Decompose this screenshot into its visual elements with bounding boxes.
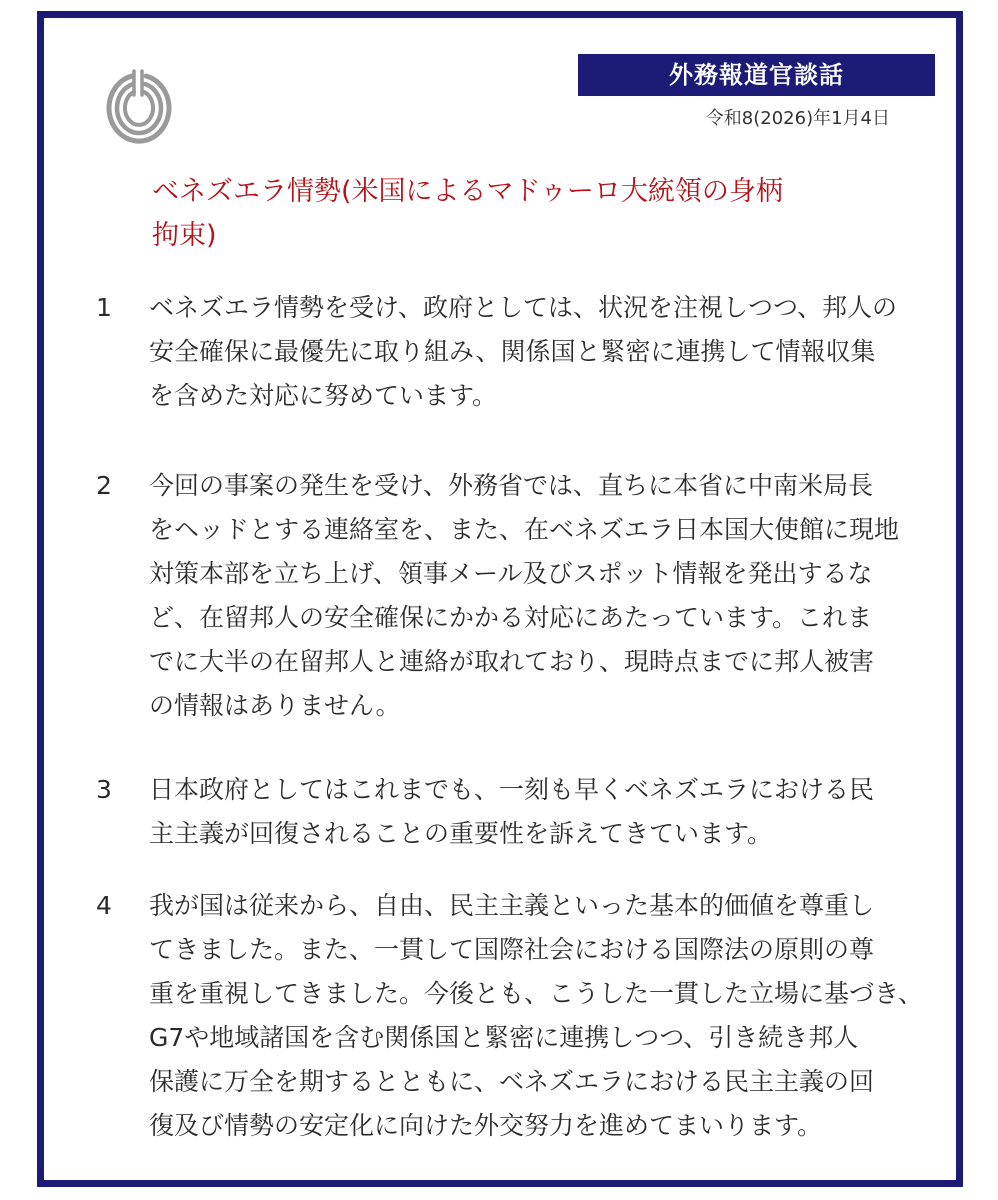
item-number: 4 (96, 891, 112, 920)
item-number: 1 (96, 293, 112, 322)
title-line: 拘束) (152, 220, 217, 251)
item-line: 安全確保に最優先に取り組み、関係国と緊密に連携して情報収集 (149, 337, 876, 366)
title-line: ベネズエラ情勢(米国によるマドゥーロ大統領の身柄 (152, 176, 783, 207)
item-line: ベネズエラ情勢を受け、政府としては、状況を注視しつつ、邦人の (149, 293, 898, 322)
item-line: 我が国は従来から、自由、民主主義といった基本的価値を尊重し (149, 891, 875, 920)
item-text (149, 286, 927, 418)
item-line: 主主義が回復されることの重要性を訴えてきています。 (149, 819, 773, 848)
item-line: を含めた対応に努めています。 (149, 381, 498, 410)
item-line: ど、在留邦人の安全確保にかかる対応にあたっています。これま (149, 603, 873, 632)
item-line: 対策本部を立ち上げ、領事メール及びスポット情報を発出するな (149, 559, 873, 588)
item-line: G7や地域諸国を含む関係国と緊密に連携しつつ、引き続き邦人 (149, 1023, 859, 1052)
item-line: 今回の事案の発生を受け、外務省では、直ちに本省に中南米局長 (149, 471, 874, 500)
item-line: 復及び情勢の安定化に向けた外交努力を進めてまいります。 (149, 1111, 823, 1140)
document-title (152, 170, 912, 258)
item-line: てきました。また、一貫して国際社会における国際法の原則の尊 (149, 935, 875, 964)
item-text (149, 884, 927, 1148)
item-number: 3 (96, 775, 112, 804)
item-line: 重を重視してきました。今後とも、こうした一貫した立場に基づき、 (149, 979, 924, 1008)
release-date: 令和8(2026)年1月4日 (705, 108, 890, 129)
item-text (149, 768, 927, 856)
item-line: でに大半の在留邦人と連絡が取れており、現時点までに邦人被害 (149, 647, 875, 676)
item-text (149, 464, 927, 728)
item-line: をヘッドとする連絡室を、また、在ベネズエラ日本国大使館に現地 (149, 515, 900, 544)
item-line: 保護に万全を期するとともに、ベネズエラにおける民主主義の回 (149, 1067, 875, 1096)
document-frame (37, 11, 963, 1187)
item-number: 2 (96, 471, 112, 500)
header-badge: 外務報道官談話 (578, 54, 935, 96)
item-line: 日本政府としてはこれまでも、一刻も早くベネズエラにおける民 (149, 775, 875, 804)
mofa-emblem-icon (102, 65, 174, 145)
item-line: の情報はありません。 (149, 691, 401, 720)
